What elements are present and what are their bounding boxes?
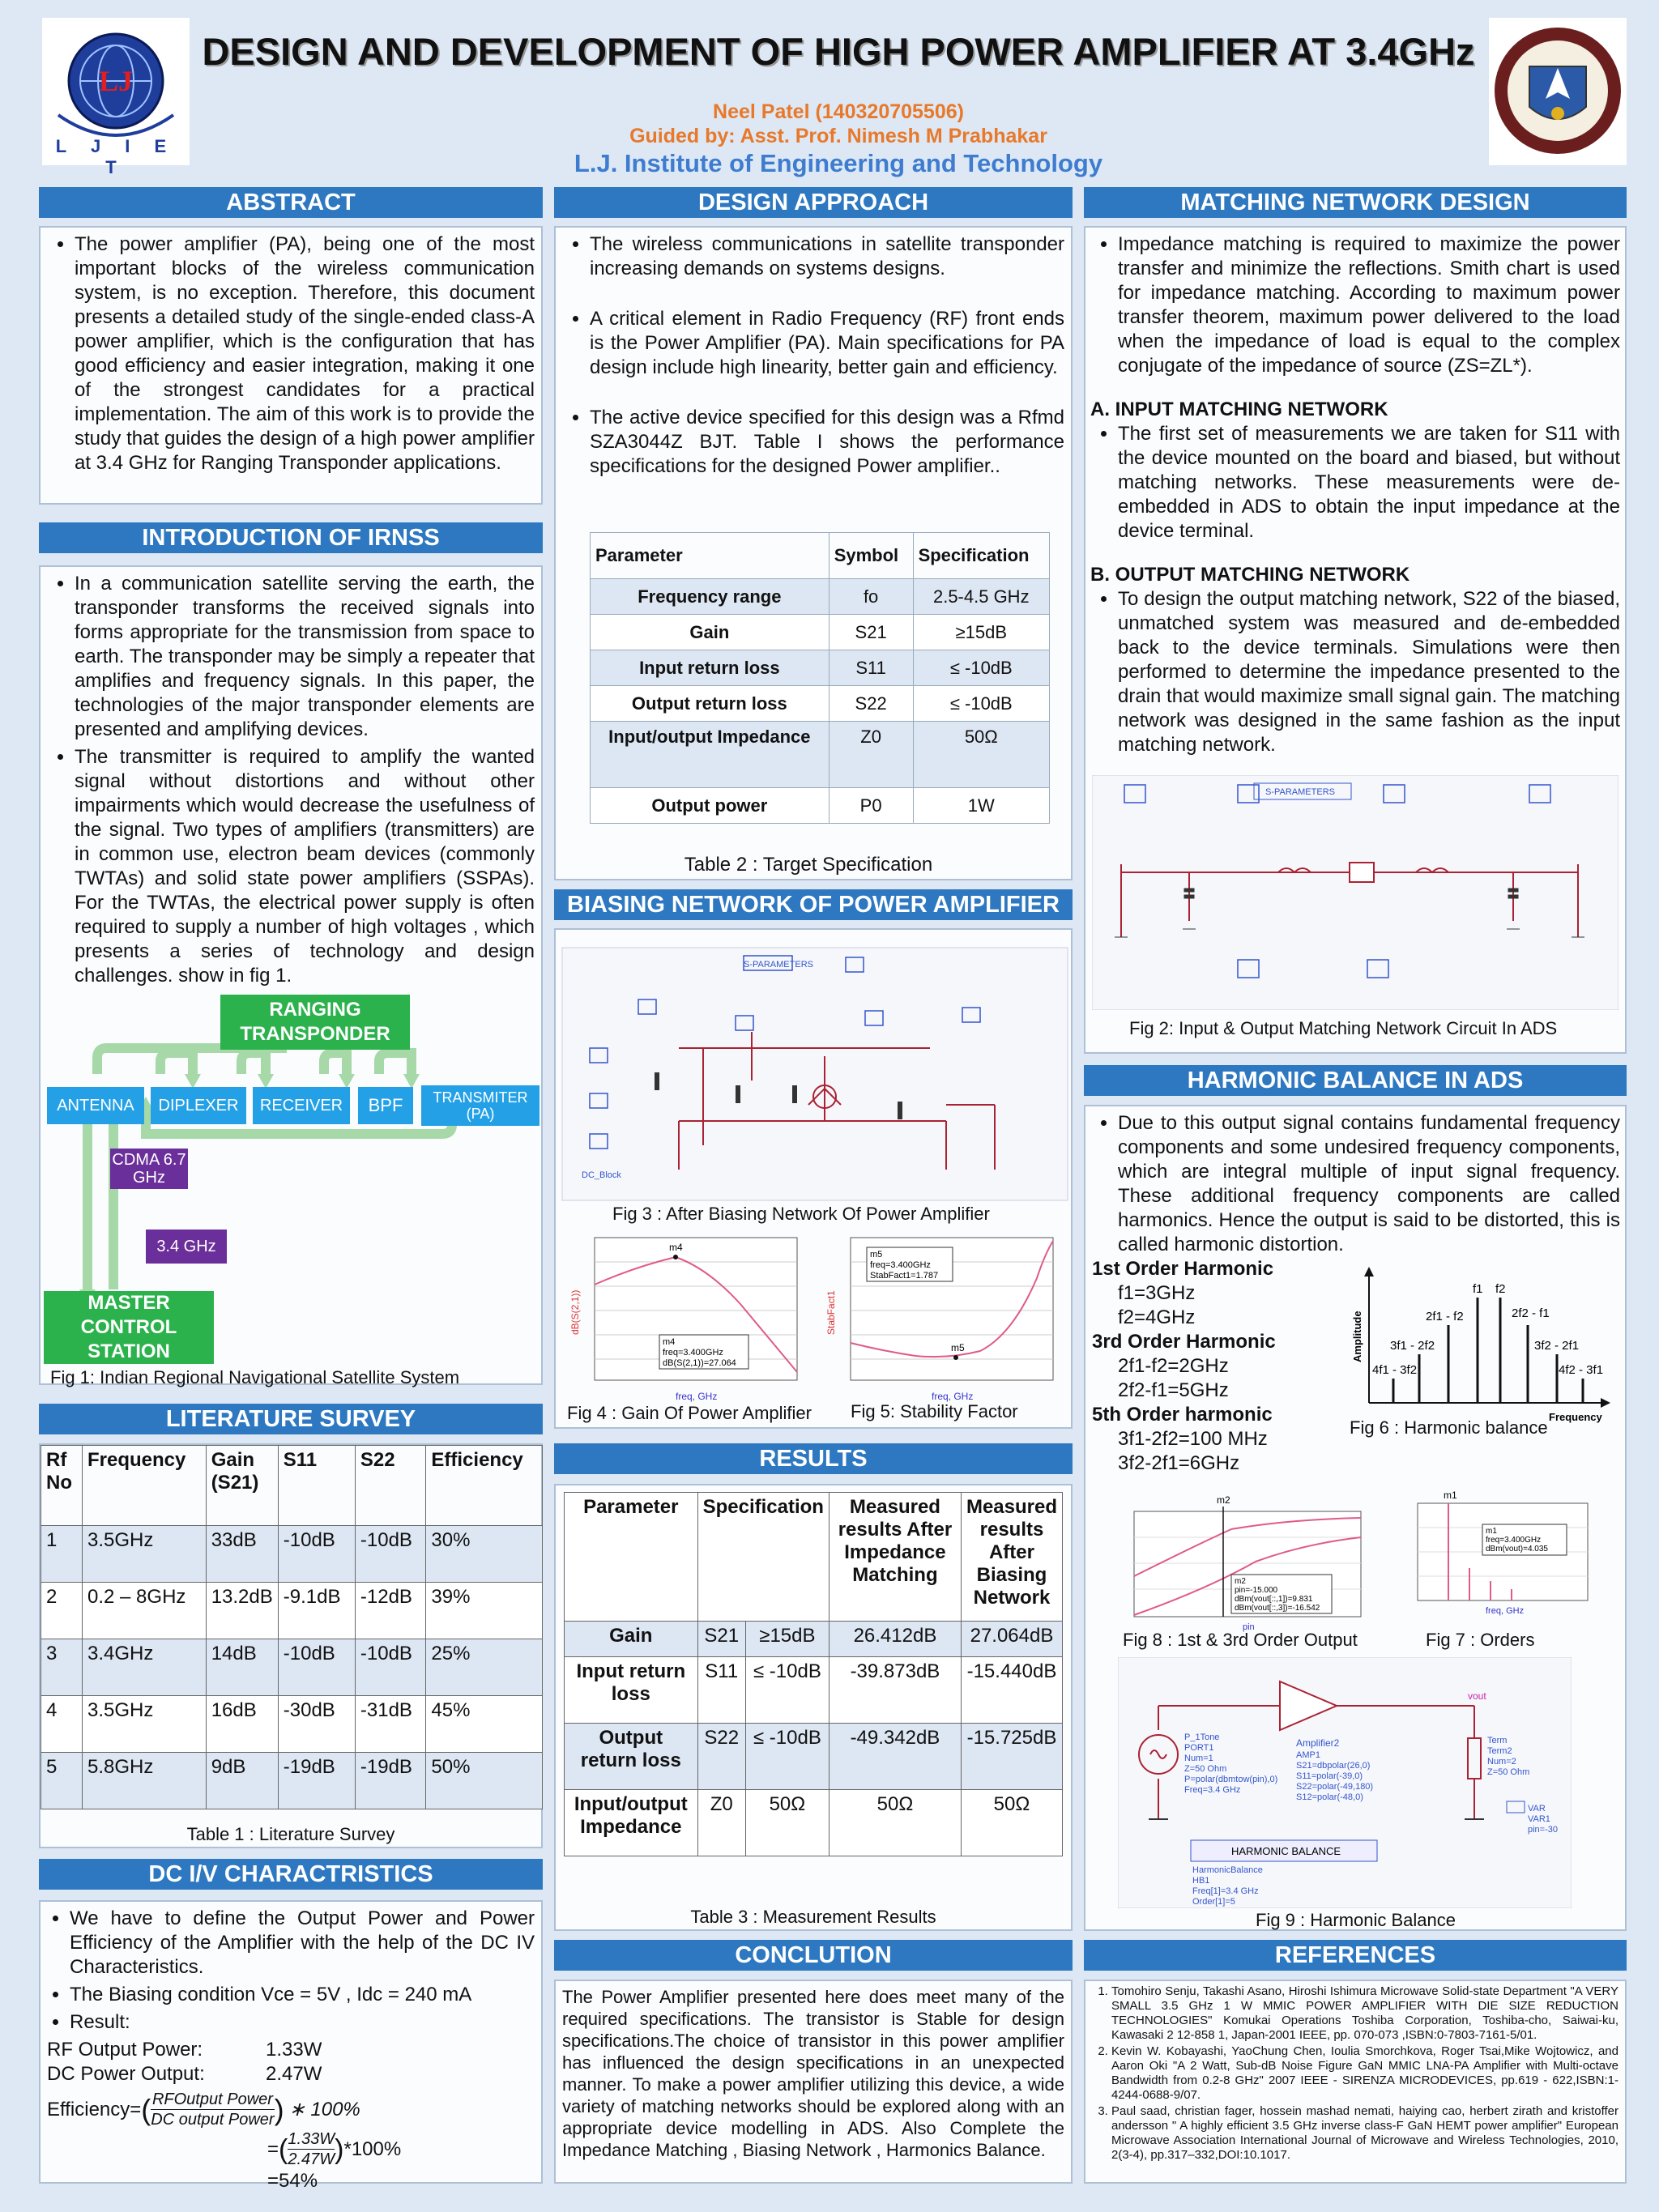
svg-text:S-PARAMETERS: S-PARAMETERS xyxy=(744,960,813,970)
amp-line: S21=dbpolar(26,0) xyxy=(1296,1761,1371,1771)
amp-name: Amplifier2 xyxy=(1296,1737,1340,1749)
table-cell: Z0 xyxy=(829,722,913,788)
eff-denominator: DC output Power xyxy=(151,2111,275,2129)
lit-col: Frequency xyxy=(83,1446,207,1526)
spec-frequency: Frequency xyxy=(1549,1411,1602,1423)
design-box xyxy=(554,226,1073,880)
gain-ylabel: dB(S(2,1)) xyxy=(569,1289,581,1335)
lit-col: Rf No xyxy=(41,1446,83,1526)
dciv-b3: • Result: xyxy=(70,2010,535,2035)
table-row xyxy=(565,1724,1063,1790)
spec-col: Symbol xyxy=(829,533,913,579)
table-cell: Output return loss xyxy=(565,1724,698,1790)
m1-box-line: freq=3.400GHz xyxy=(1486,1536,1542,1545)
conclusion-box xyxy=(554,1980,1073,2184)
table-cell: 25% xyxy=(426,1639,543,1696)
table-cell: 4 xyxy=(41,1696,83,1753)
guide-line: Guided by: Asst. Prof. Nimesh M Prabhakar xyxy=(629,125,1047,147)
h1-title: 1st Order Harmonic xyxy=(1092,1258,1274,1280)
table-cell: ≥15dB xyxy=(913,615,1049,650)
fig1-diplexer: DIPLEXER xyxy=(151,1087,246,1124)
eq2-numerator: 1.33W xyxy=(288,2130,335,2148)
h5-b: 3f2-2f1=6GHz xyxy=(1118,1452,1240,1474)
table-cell: 50% xyxy=(426,1753,543,1809)
table-cell: S21 xyxy=(829,615,913,650)
literature-table xyxy=(41,1445,543,1809)
m2-box-line: dBm(vout[::,1])=9.831 xyxy=(1235,1595,1313,1604)
fig4-caption: Fig 4 : Gain Of Power Amplifier xyxy=(567,1403,812,1423)
svg-text:LJ: LJ xyxy=(98,65,134,97)
dciv-heading: DC I/V CHARACTRISTICS xyxy=(39,1859,543,1890)
stab-ylabel: StabFact1 xyxy=(825,1290,837,1335)
spec-amplitude: Amplitude xyxy=(1351,1311,1363,1362)
matching-box xyxy=(1084,226,1627,1054)
matching-b1: • Impedance matching is required to maximize the power transfer and minimize the reflections. Smith chart is used for impedance matching. According to maximum power transfer theorem, maximum power delivered to the load when the impedance of load is equal to the complex conjugate of the impedance of source (ZS=ZL*). xyxy=(1118,232,1620,378)
fig1-receiver: RECEIVER xyxy=(253,1087,350,1124)
m5-box-line: StabFact1=1.787 xyxy=(870,1271,939,1281)
table-cell: -15.440dB xyxy=(961,1657,1062,1724)
table-cell: Z0 xyxy=(697,1790,745,1856)
table-cell: -15.725dB xyxy=(961,1724,1062,1790)
m1-box-line: m1 xyxy=(1486,1527,1497,1536)
intro-p2: • The transmitter is required to amplify the wanted signal without distortions and without other impairments which would decrease the usefulness of the signal. Two types of amplifiers (transmitters) are in common use, electron beam devices (commonly TWTAs) and solid state power amplifiers (SSPAs). For the TWTAs, the electrical power supply is often required to supply a number of high voltages , which presents a series of technology and design challenges. show in fig 1. xyxy=(75,745,535,988)
table-cell: -10dB xyxy=(355,1526,426,1583)
dciv-b1: • We have to define the Output Power and Power Efficiency of the Amplifier with the help of the DC IV Characteristics. xyxy=(70,1907,535,1980)
table-cell: -49.342dB xyxy=(829,1724,961,1790)
efficiency-result: =54% xyxy=(267,2170,318,2192)
table-cell: Input/output Impedance xyxy=(565,1790,698,1856)
term-line: Term2 xyxy=(1487,1746,1512,1756)
table-cell: 16dB xyxy=(206,1696,278,1753)
spec-table xyxy=(590,532,1050,824)
table-cell: Input/output Impedance xyxy=(591,722,830,788)
matching-heading: MATCHING NETWORK DESIGN xyxy=(1084,187,1627,218)
table-cell: 39% xyxy=(426,1583,543,1639)
table-cell: -12dB xyxy=(355,1583,426,1639)
h3-a: 2f1-f2=2GHz xyxy=(1118,1355,1229,1377)
input-matching-text: • The first set of measurements we are taken for S11 with the device mounted on the board and biased, but without matching networks. These measurements were de-embedded in ADS to obtain the input impedance at the device terminal. xyxy=(1118,422,1620,543)
term-line: Term xyxy=(1487,1736,1508,1745)
spec-3f2: 3f2 - 2f1 xyxy=(1534,1339,1580,1353)
table-cell: 1 xyxy=(41,1526,83,1583)
table-cell: 1W xyxy=(913,788,1049,824)
lit-col: S11 xyxy=(278,1446,355,1526)
references-box xyxy=(1084,1980,1627,2184)
fig7-caption: Fig 7 : Orders xyxy=(1426,1630,1535,1650)
results-header-row xyxy=(565,1493,1063,1622)
table-cell: -31dB xyxy=(355,1696,426,1753)
results-col: Measured results After Impedance Matching xyxy=(829,1493,961,1622)
spec-col: Parameter xyxy=(591,533,830,579)
literature-heading: LITERATURE SURVEY xyxy=(39,1404,543,1434)
dciv-box: • We have to define the Output Power and Power Efficiency of the Amplifier with the help of the DC IV Characteristics. • The Biasing condition Vce = 5V , Idc = 240 mA • Result: RF Output Power: 1.33W DC Power Output: 2.47W Efficiency= ( RFOutput Power DC output Power ) ∗ 100% = ( $\frac{1.33W}{2.47W}$ ) *100% =54% xyxy=(39,1900,543,2184)
spec-f2: f2 xyxy=(1495,1282,1506,1296)
table-row xyxy=(591,686,1050,722)
design-b2: • A critical element in Radio Frequency (RF) front ends is the Power Amplifier (PA). Main specifications for PA design include high linearity, better gain and efficiency. xyxy=(590,307,1064,380)
table-cell: -10dB xyxy=(278,1639,355,1696)
table-cell: ≤ -10dB xyxy=(913,650,1049,686)
h5-title: 5th Order harmonic xyxy=(1092,1404,1273,1426)
intro-p1: • In a communication satellite serving the earth, the transponder transforms the received signals into forms appropriate for the transmission from space to earth. The transponder may be simply a repeater that amplifies and frequency signals. In this paper, the technologies of the major transponder elements are presented and amplifying devices. xyxy=(75,572,535,742)
m1-label: m1 xyxy=(1444,1490,1457,1501)
conclusion-heading: CONCLUTION xyxy=(554,1940,1073,1971)
amp-line: S12=polar(-48,0) xyxy=(1296,1792,1363,1802)
reference-item: 1. Tomohiro Senju, Takashi Asano, Hiroshi Ishimura Microwave Solid-state Department "A VERY SMALL 3.5 GHz 1 W MMIC POWER AMPLIFIER WITH DIE SIZE REDUCTION TECHNOLOGIES" Komukai Operations Toshiba Corporation, Toshiba-cho, Saiwai-ku, Kawasaki 2 12-858 1, Japan-2001 IEEE, pp. 070-073 ,ISBN:0-7803-7161-5/01. xyxy=(1111,1984,1618,2043)
lit-col: Efficiency xyxy=(426,1446,543,1526)
spec-4f1: 4f1 - 3f2 xyxy=(1372,1363,1418,1377)
table-cell: 5.8GHz xyxy=(83,1753,207,1809)
table-cell: 0.2 – 8GHz xyxy=(83,1583,207,1639)
amp-line: AMP1 xyxy=(1296,1750,1320,1760)
fig1-antenna: ANTENNA xyxy=(47,1087,144,1124)
table-cell: 33dB xyxy=(206,1526,278,1583)
table-cell: -19dB xyxy=(355,1753,426,1809)
results-col: Measured results After Biasing Network xyxy=(961,1493,1062,1622)
m4-box-line: dB(S(2,1))=27.064 xyxy=(663,1358,736,1368)
table-cell: S22 xyxy=(829,686,913,722)
term-line: Num=2 xyxy=(1487,1757,1516,1767)
table-cell: S22 xyxy=(697,1724,745,1790)
reference-item: 3. Paul saad, christian fager, hossein mashad nemati, haiying cao, herbert zirath and kristoffer andersson " A highly efficient 3.5 GHz inverse class-F GaN HEMT power amplifier" European Microwave Association International Journal of Microwave and Wireless Technologies, 2010, 2(3-4), pp.317–332,DOI:10.1017. xyxy=(1111,2104,1618,2163)
hb-line: HarmonicBalance xyxy=(1192,1865,1263,1875)
hb-line: Order[1]=5 xyxy=(1192,1897,1235,1907)
vout-label: vout xyxy=(1468,1690,1486,1702)
results-table xyxy=(564,1492,1063,1856)
table-cell: -10dB xyxy=(278,1526,355,1583)
port-line: P_1Tone xyxy=(1184,1733,1220,1742)
var-line: VAR1 xyxy=(1528,1814,1550,1824)
spec-col: Specification xyxy=(913,533,1049,579)
spec-4f2: 4f2 - 3f1 xyxy=(1559,1363,1604,1377)
literature-box xyxy=(39,1443,543,1848)
svg-text:DC_Block: DC_Block xyxy=(582,1170,621,1180)
output-matching-text: • To design the output matching network, S22 of the biased, unmatched system was measured and de-embedded back to the device terminals. Simulations were then performed to determine the impedance presented to the drain that would maximize small signal gain. The matching network was designed in the same fashion as the input matching network. xyxy=(1118,587,1620,757)
conclusion-text: The Power Amplifier presented here does meet many of the required specifications. The transistor is Stable for design specifications.The choice of transistor in this power amplifier has influenced the design specifications in an unexpected manner. To make a power amplifier utilizing this device, a wide variety of matching networks should be explored along with an appropriate device modelling in ADS. Also Complete the Impedance Matching , Biasing Network , Harmonics Balance. xyxy=(562,1987,1064,2160)
table-cell: Input return loss xyxy=(591,650,830,686)
rf-output-value: 1.33W xyxy=(266,2039,322,2061)
fig9-caption: Fig 9 : Harmonic Balance xyxy=(1256,1910,1456,1930)
left-logo-letters: L J I E T xyxy=(55,136,177,177)
h1-a: f1=3GHz xyxy=(1118,1282,1196,1304)
table-row xyxy=(565,1657,1063,1724)
table-cell: -19dB xyxy=(278,1753,355,1809)
dciv-b2: • The Biasing condition Vce = 5V , Idc = 240 mA xyxy=(70,1983,535,2007)
table-cell: 2.5-4.5 GHz xyxy=(913,579,1049,615)
eq2-denominator: 2.47W xyxy=(288,2150,335,2168)
eq2-multiplier: *100% xyxy=(343,2137,402,2160)
design-b3: • The active device specified for this design was a Rfmd SZA3044Z BJT. Table I shows the performance specifications for the designed Power amplifier.. xyxy=(590,406,1064,479)
table-cell: 27.064dB xyxy=(961,1622,1062,1657)
table-cell: 30% xyxy=(426,1526,543,1583)
input-matching-title: A. INPUT MATCHING NETWORK xyxy=(1090,399,1388,420)
m5-box-line: freq=3.400GHz xyxy=(870,1260,931,1270)
table-cell: -39.873dB xyxy=(829,1657,961,1724)
biasing-heading: BIASING NETWORK OF POWER AMPLIFIER xyxy=(554,889,1073,920)
references-heading: REFERENCES xyxy=(1084,1940,1627,1971)
fig2-caption: Fig 2: Input & Output Matching Network Circuit In ADS xyxy=(1129,1018,1558,1038)
eff-multiplier: ∗ 100% xyxy=(288,2098,360,2120)
fig8-caption: Fig 8 : 1st & 3rd Order Output xyxy=(1123,1630,1358,1650)
table-cell: 50Ω xyxy=(913,722,1049,788)
fig9-hb-schematic xyxy=(1118,1657,1572,1908)
table-cell: 3.5GHz xyxy=(83,1696,207,1753)
hb-line: HB1 xyxy=(1192,1876,1210,1886)
harmonic-box xyxy=(1084,1105,1627,1931)
lit-col: S22 xyxy=(355,1446,426,1526)
table-cell: 2 xyxy=(41,1583,83,1639)
table-cell: 14dB xyxy=(206,1639,278,1696)
fig6-spectrum xyxy=(1345,1265,1612,1427)
reference-item: 2. Kevin W. Kobayashi, YaoChung Chen, Ioulia Smorchkova, Roger Tsai,Mike Wojtowicz, and Aaron Oki "A 2 Watt, Sub-dB Noise Figure GaN MMIC LNA-PA Amplifier with Multi-octave Bandwidth from 0.2-8 GHz" 2007 IEEE - SIRENZA MICRODEVICES, pp.619 - 622,ISBN:1-4244-0688-9/07. xyxy=(1111,2044,1618,2103)
literature-caption: Table 1 : Literature Survey xyxy=(186,1824,395,1844)
amp-line: S22=polar(-49,180) xyxy=(1296,1782,1374,1792)
table-cell: ≤ -10dB xyxy=(745,1724,829,1790)
efficiency-label: Efficiency= xyxy=(47,2098,142,2120)
h3-b: 2f2-f1=5GHz xyxy=(1118,1379,1229,1401)
sparams-label: S-PARAMETERS xyxy=(1265,787,1335,797)
m2-box-line: m2 xyxy=(1235,1577,1246,1586)
table-cell: 9dB xyxy=(206,1753,278,1809)
results-col: Parameter xyxy=(565,1493,698,1622)
table-cell: 3 xyxy=(41,1639,83,1696)
gain-xlabel: freq, GHz xyxy=(676,1391,718,1402)
table-row xyxy=(41,1753,543,1809)
var-line: VAR xyxy=(1528,1804,1546,1813)
table-cell: ≤ -10dB xyxy=(913,686,1049,722)
table-row xyxy=(591,615,1050,650)
institute-line: L.J. Institute of Engineering and Technology xyxy=(574,149,1103,177)
port-line: Num=1 xyxy=(1184,1754,1213,1763)
lit-col: Gain (S21) xyxy=(206,1446,278,1526)
right-logo xyxy=(1489,18,1627,165)
design-b1: • The wireless communications in satellite transponder increasing demands on systems designs. xyxy=(590,232,1064,281)
fig1-transmiter: TRANSMITER (PA) xyxy=(421,1085,539,1126)
table-cell: 13.2dB xyxy=(206,1583,278,1639)
port-line: Freq=3.4 GHz xyxy=(1184,1785,1241,1795)
table-cell: 3.4GHz xyxy=(83,1639,207,1696)
fig8-xlabel: pin xyxy=(1243,1622,1255,1632)
fig4-gain-plot xyxy=(562,1230,805,1408)
table-cell: Input return loss xyxy=(565,1657,698,1724)
table-cell: Frequency range xyxy=(591,579,830,615)
term-line: Z=50 Ohm xyxy=(1487,1767,1530,1777)
results-box xyxy=(554,1484,1073,1931)
table-cell: 26.412dB xyxy=(829,1622,961,1657)
h3-title: 3rd Order Harmonic xyxy=(1092,1331,1276,1353)
table-row xyxy=(41,1639,543,1696)
m1-box-line: dBm(vout)=4.035 xyxy=(1486,1545,1548,1554)
fig1-ranging: RANGING TRANSPONDER xyxy=(220,995,410,1050)
spec-caption: Table 2 : Target Specification xyxy=(684,854,933,876)
design-heading: DESIGN APPROACH xyxy=(554,187,1073,218)
fig2-matching-schematic xyxy=(1092,775,1618,1010)
university-crest-icon xyxy=(1489,18,1627,165)
table-row xyxy=(591,722,1050,788)
table-cell: -30dB xyxy=(278,1696,355,1753)
h5-a: 3f1-2f2=100 MHz xyxy=(1118,1428,1268,1450)
results-caption: Table 3 : Measurement Results xyxy=(690,1907,936,1927)
port-line: PORT1 xyxy=(1184,1743,1214,1753)
table-cell: fo xyxy=(829,579,913,615)
fig1-master: MASTER CONTROL STATION xyxy=(44,1291,214,1364)
table-cell: ≤ -10dB xyxy=(745,1657,829,1724)
fig1-ghz: 3.4 GHz xyxy=(146,1230,227,1264)
fig1-caption: Fig 1: Indian Regional Navigational Satellite System xyxy=(50,1367,460,1387)
stab-xlabel: freq, GHz xyxy=(932,1391,974,1402)
dc-output-value: 2.47W xyxy=(266,2063,322,2085)
results-col: Specification xyxy=(697,1493,829,1622)
spec-header-row xyxy=(591,533,1050,579)
poster-title: DESIGN AND DEVELOPMENT OF HIGH POWER AMPLIFIER AT 3.4GHz xyxy=(202,30,1475,73)
abstract-text: • The power amplifier (PA), being one of the most important blocks of the wireless communication system, is no exception. Therefore, this document presents a detailed study of the single-ended class-A power amplifier, which is the configuration that has good efficiency and easier integration, making it one of the strongest candidates for a practical implementation. The aim of this work is to provide the study that guides the design of a high power amplifier at 3.4 GHz for Ranging Transponder applications. xyxy=(75,232,535,475)
hb-title: HARMONIC BALANCE xyxy=(1231,1845,1341,1857)
table-cell: S11 xyxy=(697,1657,745,1724)
table-cell: 45% xyxy=(426,1696,543,1753)
fig6-caption: Fig 6 : Harmonic balance xyxy=(1350,1417,1548,1438)
dc-output-label: DC Power Output: xyxy=(47,2063,205,2085)
spec-2f2f1: 2f2 - f1 xyxy=(1512,1306,1550,1320)
results-heading: RESULTS xyxy=(554,1443,1073,1474)
table-row xyxy=(41,1526,543,1583)
fig1-cdma: CDMA 6.7 GHz xyxy=(110,1149,188,1189)
hb-line: Freq[1]=3.4 GHz xyxy=(1192,1886,1259,1896)
m5-box-line: m5 xyxy=(870,1250,883,1259)
fig3-schematic xyxy=(557,943,1073,1218)
fig1-bpf: BPF xyxy=(358,1087,413,1124)
port-line: P=polar(dbmtow(pin),0) xyxy=(1184,1775,1278,1784)
table-cell: P0 xyxy=(829,788,913,824)
harmonic-heading: HARMONIC BALANCE IN ADS xyxy=(1084,1065,1627,1096)
table-row xyxy=(41,1583,543,1639)
fig3-caption: Fig 3 : After Biasing Network Of Power Amplifier xyxy=(612,1204,990,1224)
harmonic-text: • Due to this output signal contains fundamental frequency components and some undesired frequency components, which are integral multiple of input signal frequency. These additional frequency components are called harmonics. Hence the output is said to be distorted, this is called harmonic distortion. xyxy=(1118,1111,1620,1257)
abstract-heading: ABSTRACT xyxy=(39,187,543,218)
table-cell: Gain xyxy=(565,1622,698,1657)
table-cell: Gain xyxy=(591,615,830,650)
abstract-box xyxy=(39,226,543,505)
amp-line: S11=polar(-39,0) xyxy=(1296,1771,1363,1781)
table-cell: S21 xyxy=(697,1622,745,1657)
table-cell: ≥15dB xyxy=(745,1622,829,1657)
port-line: Z=50 Ohm xyxy=(1184,1764,1227,1774)
fig5-stability-plot xyxy=(818,1230,1061,1408)
m4-box-line: m4 xyxy=(663,1337,676,1347)
m4-box-line: freq=3.400GHz xyxy=(663,1348,723,1357)
table-row xyxy=(41,1696,543,1753)
spec-2f1f2: 2f1 - f2 xyxy=(1426,1310,1464,1323)
table-row xyxy=(591,579,1050,615)
spec-3f1: 3f1 - 2f2 xyxy=(1390,1339,1435,1353)
author-line: Neel Patel (140320705506) xyxy=(713,100,964,123)
table-cell: S11 xyxy=(829,650,913,686)
table-cell: Output return loss xyxy=(591,686,830,722)
m5-marker-label: m5 xyxy=(951,1342,965,1353)
eff-numerator: RFOutput Power xyxy=(151,2091,273,2108)
table-cell: 50Ω xyxy=(961,1790,1062,1856)
table-cell: -9.1dB xyxy=(278,1583,355,1639)
spec-f1: f1 xyxy=(1473,1282,1483,1296)
table-cell: 50Ω xyxy=(745,1790,829,1856)
table-row xyxy=(565,1622,1063,1657)
table-cell: 50Ω xyxy=(829,1790,961,1856)
table-row xyxy=(591,650,1050,686)
h1-b: f2=4GHz xyxy=(1118,1306,1196,1328)
table-cell: -10dB xyxy=(355,1639,426,1696)
biasing-box xyxy=(554,928,1073,1429)
fig5-caption: Fig 5: Stability Factor xyxy=(851,1401,1018,1421)
rf-output-label: RF Output Power: xyxy=(47,2039,203,2061)
m2-box-line: pin=-15.000 xyxy=(1235,1586,1278,1595)
m2-box-line: dBm(vout[::,3])=-16.542 xyxy=(1235,1604,1320,1613)
table-cell: 5 xyxy=(41,1753,83,1809)
fig8-plot xyxy=(1110,1487,1369,1633)
output-matching-title: B. OUTPUT MATCHING NETWORK xyxy=(1090,564,1410,586)
fig7-xlabel: freq, GHz xyxy=(1486,1606,1525,1616)
table-row xyxy=(591,788,1050,824)
var-line: pin=-30 xyxy=(1528,1825,1559,1835)
m4-marker-label: m4 xyxy=(669,1242,683,1253)
table-row xyxy=(565,1790,1063,1856)
fig7-plot xyxy=(1393,1471,1596,1617)
m2-label: m2 xyxy=(1217,1494,1230,1506)
intro-heading: INTRODUCTION OF IRNSS xyxy=(39,522,543,553)
literature-header-row xyxy=(41,1446,543,1526)
table-cell: 3.5GHz xyxy=(83,1526,207,1583)
table-cell: Output power xyxy=(591,788,830,824)
